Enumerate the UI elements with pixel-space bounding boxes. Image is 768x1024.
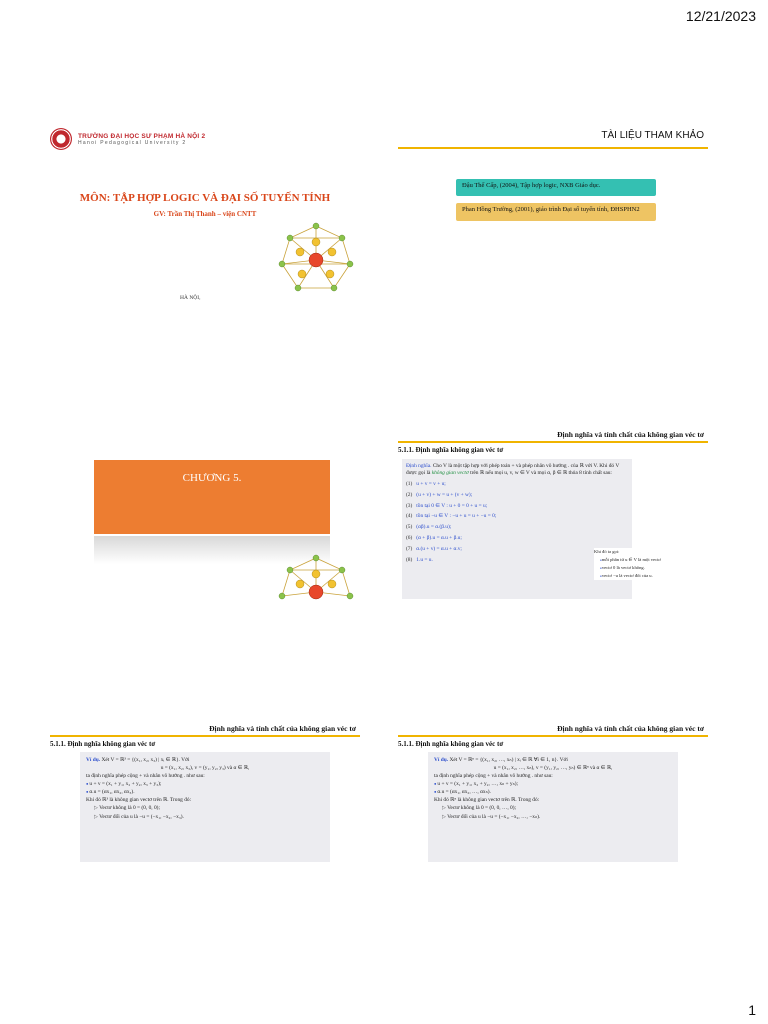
section-subtitle: 5.1.1. Định nghĩa không gian véc tơ [398, 446, 504, 454]
header-divider [398, 147, 708, 149]
definition-body: Cho V là một tập hợp với phép toán + và phép nhân vô hướng . của ℝ với V. Khi đó V được gọi là [406, 463, 620, 477]
example-label: Ví dụ. [86, 757, 101, 763]
logo-name: TRƯỜNG ĐẠI HỌC SƯ PHẠM HÀ NỘI 2 [78, 132, 206, 140]
note-item: ● vectơ 0 là vectơ không. [594, 564, 706, 572]
axiom-item: (3) tồn tại 0 ∈ V : u + 0 = 0 + u = u; [406, 502, 488, 509]
section-subtitle: 5.1.1. Định nghĩa không gian véc tơ [50, 740, 156, 748]
page-number: 1 [748, 1002, 756, 1018]
definition-term: không gian vectơ [431, 470, 469, 477]
axiom-item: (1) u + v = v + u; [406, 481, 446, 487]
header-divider [398, 735, 708, 737]
axiom-item: (6) (α + β).u = α.u + β.u; [406, 534, 462, 541]
reference-item: Đậu Thế Cấp, (2004), Tập hợp logic, NXB Giáo dục. [456, 179, 656, 196]
example-line: ta định nghĩa phép cộng + và nhân vô hướng . như sau: [434, 773, 553, 779]
example-bullet: ● u + v = (x₁ + y₁, x₂ + y₂, x₃ + y₃); [86, 780, 324, 788]
example-bullet: ● α.u = (αx₁, αx₂, …, αxₙ). [434, 788, 672, 796]
definition-body-2: trên ℝ nếu mọi u, v, w ∈ V và mọi α, β ∈ ℝ thỏa 8 tính chất sau: [470, 470, 612, 477]
example-subitem: ▷ Vectơ đối của u là −u = (−x₁, −x₂, …, −xₙ). [434, 813, 672, 822]
course-place: HÀ NỘI, [180, 295, 201, 301]
section-header: Định nghĩa và tính chất của không gian véc tơ [557, 430, 704, 439]
logo-subtitle: Hanoi Pedagogical University 2 [78, 139, 187, 146]
header-divider [50, 735, 360, 737]
chapter-title: CHƯƠNG 5. [182, 472, 242, 484]
course-author: GV: Trần Thị Thanh – viện CNTT [153, 210, 257, 218]
example-bullet: ● α.u = (αx₁, αx₂, αx₃). [86, 788, 324, 796]
university-seal-icon [50, 128, 72, 150]
section-header: Định nghĩa và tính chất của không gian véc tơ [209, 724, 356, 733]
slide-definition [398, 424, 708, 600]
example-line: Xét V = ℝ³ = {(x₁, x₂, x₃) | xᵢ ∈ ℝ}. Với [101, 757, 190, 763]
molecule-icon [276, 552, 356, 602]
example-subitem: ▷ Vectơ không là 0 = (0, 0, …, 0); [434, 804, 672, 813]
slide-title [50, 122, 360, 301]
header-divider [398, 441, 708, 443]
example-line: Xét V = ℝⁿ = {(x₁, x₂, …, xₙ) | xᵢ ∈ ℝ ∀i ∈ 1, n}. Với [449, 757, 568, 763]
section-subtitle: 5.1.1. Định nghĩa không gian véc tơ [398, 740, 504, 748]
definition-text [406, 463, 628, 477]
slide-example-rn [398, 718, 708, 894]
definition-note [594, 548, 706, 580]
course-title: MÔN: TẬP HỢP LOGIC VÀ ĐẠI SỐ TUYẾN TÍNH [79, 192, 331, 204]
example-line: Khi đó ℝⁿ là không gian vectơ trên ℝ. Trong đó: [434, 797, 540, 803]
definition-label: Định nghĩa. [406, 463, 432, 469]
section-header: Định nghĩa và tính chất của không gian véc tơ [557, 724, 704, 733]
example-label: Ví dụ. [434, 757, 449, 763]
page-date: 12/21/2023 [685, 8, 756, 24]
note-item: ● mỗi phần tử u ∈ V là một vectơ [594, 556, 706, 564]
university-logo [50, 128, 205, 150]
example-box [428, 752, 678, 862]
axiom-item: (5) (αβ).u = α.(β.u); [406, 524, 452, 531]
example-subitem: ▷ Vectơ đối của u là −u = (−x₁, −x₂, −x₃). [86, 813, 324, 822]
example-subitem: ▷ Vectơ không là 0 = (0, 0, 0); [86, 804, 324, 813]
references-header: TÀI LIỆU THAM KHẢO [601, 130, 704, 141]
axiom-item: (2) (u + v) + w = u + (v + w); [406, 491, 473, 498]
axiom-item: (8) 1.u = u. [406, 556, 433, 563]
molecule-icon [276, 220, 356, 300]
example-line: u = (x₁, x₂, …, xₙ), v = (y₁, y₂, …, yₙ) ∈ ℝⁿ và α ∈ ℝ, [493, 765, 613, 771]
slide-chapter [50, 424, 360, 600]
example-bullet: ● u + v = (x₁ + y₁, x₂ + y₂, …, xₙ + yₙ); [434, 780, 672, 788]
axiom-item: (4) tồn tại −u ∈ V : −u + u = u + −u = 0; [406, 513, 497, 520]
chapter-box [94, 460, 330, 534]
axiom-item: (7) α.(u + v) = α.u + α.v; [406, 545, 462, 552]
slide-references [398, 122, 708, 298]
slide-example-r3 [50, 718, 360, 894]
note-title: Khi đó ta gọi: [594, 549, 620, 554]
example-box [80, 752, 330, 862]
note-item: ● vectơ −u là vectơ đối của u. [594, 572, 706, 580]
reference-item: Phan Hồng Trường, (2001), giáo trình Đại số tuyến tính, ĐHSPHN2 [456, 203, 656, 221]
example-line: ta định nghĩa phép cộng + và nhân vô hướng . như sau: [86, 773, 205, 779]
example-line: Khi đó ℝ³ là không gian vectơ trên ℝ. Trong đó: [86, 797, 192, 803]
example-line: u = (x₁, x₂, x₃), v = (y₁, y₂, y₃) và α ∈ ℝ, [160, 765, 250, 771]
